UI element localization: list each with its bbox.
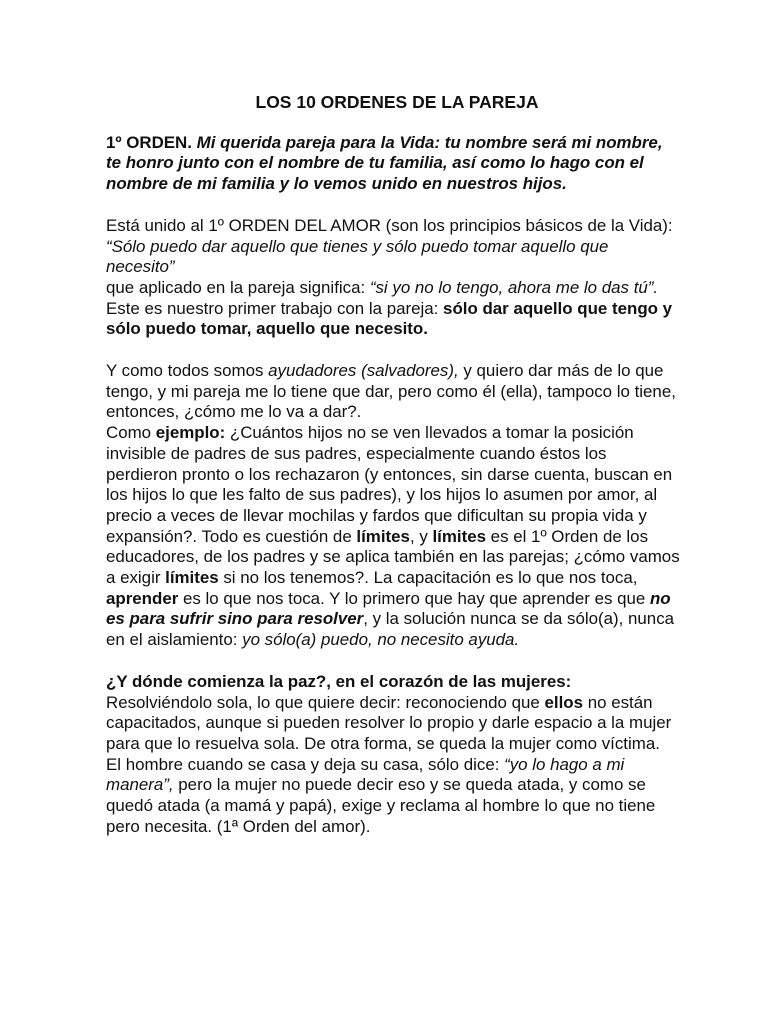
couple-quote: “si yo no lo tengo, ahora me lo das tú”. bbox=[369, 277, 659, 297]
text-span: es lo que nos toca. Y lo primero que hay que aprender es que bbox=[178, 588, 650, 608]
text-span: , y bbox=[409, 526, 433, 546]
text-span: es el 1º Orden de los educadores, de los padres y se aplica también en las parejas; ¿cómo vamos a exigir bbox=[106, 526, 680, 588]
man-text bbox=[106, 755, 680, 838]
example-label: ejemplo: bbox=[155, 423, 226, 443]
text-span: Este es nuestro primer trabajo con la pareja: bbox=[106, 298, 444, 318]
text-span: Como bbox=[106, 423, 156, 443]
paragraph-gap bbox=[106, 195, 680, 216]
bold-span: ellos bbox=[544, 692, 584, 712]
text-span: Resolviéndolo sola, lo que quiere decir: reconociendo que bbox=[106, 692, 545, 712]
bold-italic-span: no es para sufrir sino para resolver bbox=[106, 588, 671, 629]
text-span: y quiero dar más de lo que tengo, y mi pareja me lo tiene que dar, pero como él (ella), tampoco lo tiene, entonces, ¿cómo me lo va a dar?. bbox=[106, 361, 676, 422]
italic-span: yo sólo(a) puedo, no necesito ayuda. bbox=[242, 630, 520, 650]
first-order-paragraph bbox=[106, 133, 680, 195]
love-order-application bbox=[106, 278, 680, 340]
helpers-paragraph bbox=[106, 361, 680, 651]
text-span: que aplicado en la pareja significa: bbox=[106, 277, 370, 297]
bold-span: límites bbox=[432, 526, 486, 546]
text-span: si no los tenemos?. La capacitación es lo que nos toca, bbox=[218, 568, 638, 588]
bold-conclusion: sólo dar aquello que tengo y sólo puedo tomar, aquello que necesito. bbox=[106, 298, 673, 339]
love-order-intro: Está unido al 1º ORDEN DEL AMOR (son los principios básicos de la Vida): bbox=[106, 215, 673, 235]
paragraph-gap bbox=[106, 340, 680, 361]
helpers-intro bbox=[106, 361, 680, 423]
example-text bbox=[106, 423, 680, 651]
text-span: , y la solución nunca se da sólo(a), nunca en el aislamiento: bbox=[106, 609, 675, 650]
italic-span: “yo lo hago a mi manera”, bbox=[106, 754, 625, 795]
text-span: no están capacitados, aunque si pueden resolver lo propio y darle espacio a la mujer para que lo resuelva sola. De otra forma, se queda la mujer como víctima. bbox=[106, 692, 672, 753]
first-order-label: 1º ORDEN. bbox=[106, 132, 192, 152]
peace-heading: ¿Y dónde comienza la paz?, en el corazón de las mujeres: bbox=[106, 671, 572, 691]
love-order-paragraph bbox=[106, 216, 680, 340]
bold-span: aprender bbox=[106, 588, 179, 608]
love-order-quote: “Sólo puedo dar aquello que tienes y sólo puedo tomar aquello que necesito” bbox=[106, 236, 609, 277]
peace-paragraph bbox=[106, 672, 680, 838]
text-span: El hombre cuando se casa y deja su casa, sólo dice: bbox=[106, 754, 505, 774]
text-span: pero la mujer no puede decir eso y se queda atada, y como se quedó atada (a mamá y papá), exige y reclama al hombre lo que no tiene pero necesita. (1ª Orden del amor). bbox=[106, 775, 656, 836]
peace-text bbox=[106, 693, 680, 755]
text-span: Y como todos somos bbox=[106, 361, 269, 381]
paragraph-gap bbox=[106, 651, 680, 672]
first-order-text: Mi querida pareja para la Vida: tu nombre será mi nombre, te honro junto con el nombre de tu familia, así como lo hago con el nombre de mi familia y lo vemos unido en nuestros hijos. bbox=[106, 132, 663, 194]
bold-span: límites bbox=[165, 568, 219, 588]
document-title: LOS 10 ORDENES DE LA PAREJA bbox=[255, 92, 539, 112]
bold-span: límites bbox=[356, 526, 410, 546]
italic-span: ayudadores (salvadores), bbox=[268, 361, 459, 381]
text-span: ¿Cuántos hijos no se ven llevados a tomar la posición invisible de padres de sus padres, especialmente cuando éstos los perdieron pronto o los rechazaron (y entonces, sin darse cuenta, buscan en los hijos lo que les falto de sus padres), y los hijos lo asumen por amor, al precio a veces de llevar mochilas y fardos que dificultan su propia vida y expansión?. Todo es cuestión de bbox=[106, 423, 673, 546]
